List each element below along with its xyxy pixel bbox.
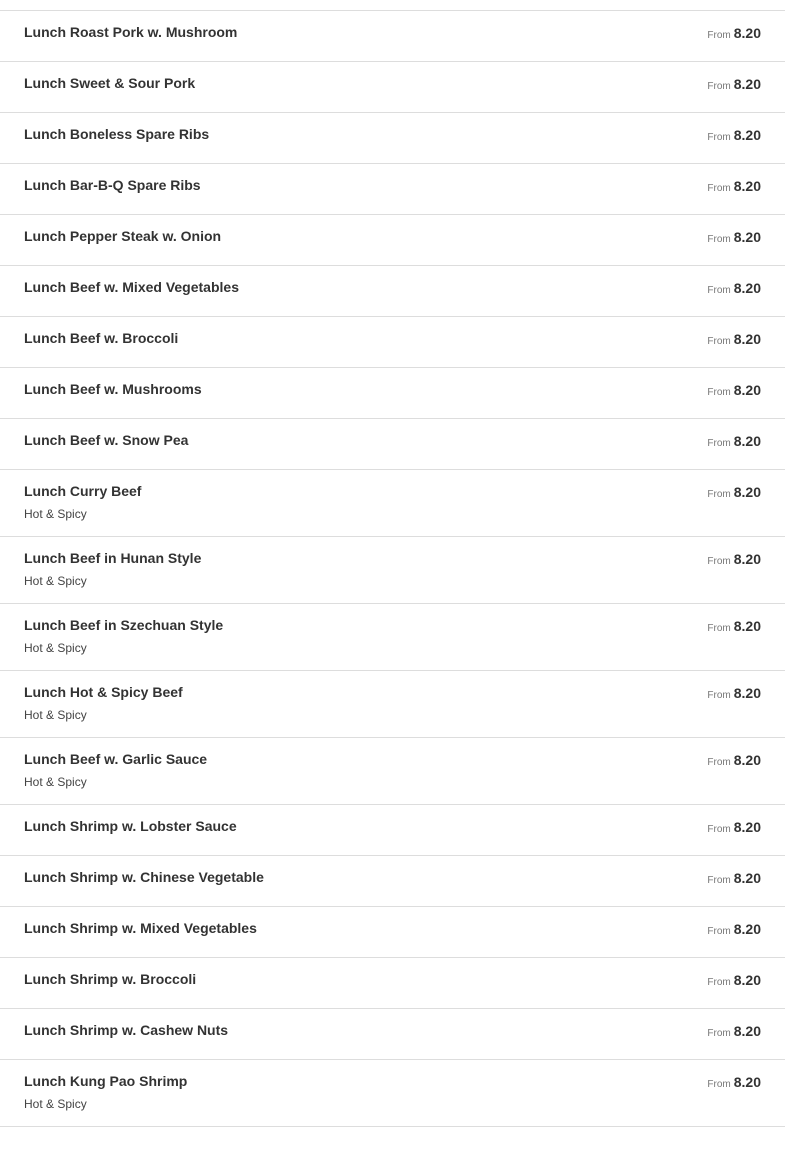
menu-item-name: Lunch Beef w. Mushrooms <box>24 381 202 397</box>
menu-item-tag: Hot & Spicy <box>24 1097 87 1111</box>
price-value: 8.20 <box>733 551 761 567</box>
price-value: 8.20 <box>733 618 761 634</box>
menu-item-tag: Hot & Spicy <box>24 641 87 655</box>
menu-item-price <box>707 972 761 990</box>
menu-item-tag: Hot & Spicy <box>24 708 87 722</box>
price-prefix: From <box>707 1028 731 1039</box>
price-prefix: From <box>707 183 731 194</box>
menu-item-price <box>707 178 761 196</box>
price-value: 8.20 <box>733 972 761 988</box>
menu-item-price <box>707 382 761 400</box>
price-prefix: From <box>707 824 731 835</box>
price-prefix: From <box>707 977 731 988</box>
menu-item-name: Lunch Shrimp w. Cashew Nuts <box>24 1022 229 1038</box>
menu-item[interactable] <box>0 1009 785 1060</box>
menu-item-name: Lunch Pepper Steak w. Onion <box>24 228 222 244</box>
menu-item[interactable] <box>0 215 785 266</box>
price-value: 8.20 <box>733 1023 761 1039</box>
menu-item-name: Lunch Beef in Hunan Style <box>24 550 202 566</box>
menu-item-price <box>707 127 761 145</box>
price-prefix: From <box>707 489 731 500</box>
price-value: 8.20 <box>733 76 761 92</box>
menu-item-price <box>707 618 761 636</box>
menu-list <box>0 10 785 1127</box>
menu-item-price <box>707 819 761 837</box>
price-prefix: From <box>707 81 731 92</box>
menu-item-price <box>707 1023 761 1041</box>
price-prefix: From <box>707 757 731 768</box>
price-prefix: From <box>707 438 731 449</box>
menu-item-name: Lunch Kung Pao Shrimp <box>24 1073 188 1089</box>
menu-item-price <box>707 25 761 43</box>
menu-item-name: Lunch Hot & Spicy Beef <box>24 684 183 700</box>
menu-item-price <box>707 752 761 770</box>
menu-item-price <box>707 921 761 939</box>
menu-item-name: Lunch Roast Pork w. Mushroom <box>24 24 238 40</box>
menu-item-price <box>707 551 761 569</box>
menu-item-price <box>707 280 761 298</box>
price-prefix: From <box>707 1079 731 1090</box>
price-value: 8.20 <box>733 819 761 835</box>
price-value: 8.20 <box>733 921 761 937</box>
menu-item[interactable] <box>0 317 785 368</box>
menu-item[interactable] <box>0 164 785 215</box>
menu-item[interactable] <box>0 62 785 113</box>
menu-item-price <box>707 229 761 247</box>
menu-item-tag: Hot & Spicy <box>24 574 87 588</box>
menu-item-price <box>707 76 761 94</box>
menu-item-tag: Hot & Spicy <box>24 775 87 789</box>
menu-item[interactable] <box>0 805 785 856</box>
menu-item[interactable] <box>0 368 785 419</box>
menu-item-name: Lunch Shrimp w. Broccoli <box>24 971 197 987</box>
menu-item-price <box>707 433 761 451</box>
price-value: 8.20 <box>733 484 761 500</box>
price-value: 8.20 <box>733 685 761 701</box>
price-value: 8.20 <box>733 752 761 768</box>
price-prefix: From <box>707 623 731 634</box>
price-value: 8.20 <box>733 433 761 449</box>
menu-item[interactable] <box>0 537 785 604</box>
price-prefix: From <box>707 234 731 245</box>
menu-item-name: Lunch Shrimp w. Mixed Vegetables <box>24 920 257 936</box>
menu-item-name: Lunch Beef w. Mixed Vegetables <box>24 279 239 295</box>
menu-item-name: Lunch Shrimp w. Chinese Vegetable <box>24 869 264 885</box>
menu-item-price <box>707 331 761 349</box>
price-value: 8.20 <box>733 382 761 398</box>
price-value: 8.20 <box>733 280 761 296</box>
menu-item[interactable] <box>0 113 785 164</box>
menu-item-price <box>707 870 761 888</box>
menu-item[interactable] <box>0 907 785 958</box>
menu-item-price <box>707 484 761 502</box>
menu-item-price <box>707 1074 761 1092</box>
price-value: 8.20 <box>733 1074 761 1090</box>
price-prefix: From <box>707 132 731 143</box>
menu-item[interactable] <box>0 266 785 317</box>
price-prefix: From <box>707 690 731 701</box>
price-value: 8.20 <box>733 870 761 886</box>
menu-item[interactable] <box>0 419 785 470</box>
menu-item[interactable] <box>0 1060 785 1127</box>
price-value: 8.20 <box>733 127 761 143</box>
menu-item-name: Lunch Beef w. Garlic Sauce <box>24 751 208 767</box>
price-prefix: From <box>707 875 731 886</box>
menu-item-name: Lunch Boneless Spare Ribs <box>24 126 210 142</box>
menu-item-name: Lunch Shrimp w. Lobster Sauce <box>24 818 237 834</box>
menu-item-name: Lunch Bar-B-Q Spare Ribs <box>24 177 201 193</box>
menu-item-name: Lunch Curry Beef <box>24 483 142 499</box>
price-value: 8.20 <box>733 25 761 41</box>
menu-item-name: Lunch Beef in Szechuan Style <box>24 617 224 633</box>
menu-item[interactable] <box>0 671 785 738</box>
menu-item[interactable] <box>0 738 785 805</box>
menu-item[interactable] <box>0 604 785 671</box>
price-prefix: From <box>707 387 731 398</box>
menu-item-name: Lunch Beef w. Snow Pea <box>24 432 189 448</box>
menu-item[interactable] <box>0 856 785 907</box>
price-value: 8.20 <box>733 229 761 245</box>
menu-item[interactable] <box>0 958 785 1009</box>
menu-item-name: Lunch Beef w. Broccoli <box>24 330 179 346</box>
price-prefix: From <box>707 285 731 296</box>
price-prefix: From <box>707 926 731 937</box>
price-prefix: From <box>707 336 731 347</box>
menu-item[interactable] <box>0 470 785 537</box>
price-value: 8.20 <box>733 178 761 194</box>
price-value: 8.20 <box>733 331 761 347</box>
menu-item-name: Lunch Sweet & Sour Pork <box>24 75 196 91</box>
menu-item-price <box>707 685 761 703</box>
price-prefix: From <box>707 556 731 567</box>
price-prefix: From <box>707 30 731 41</box>
menu-item[interactable] <box>0 11 785 62</box>
menu-item-tag: Hot & Spicy <box>24 507 87 521</box>
